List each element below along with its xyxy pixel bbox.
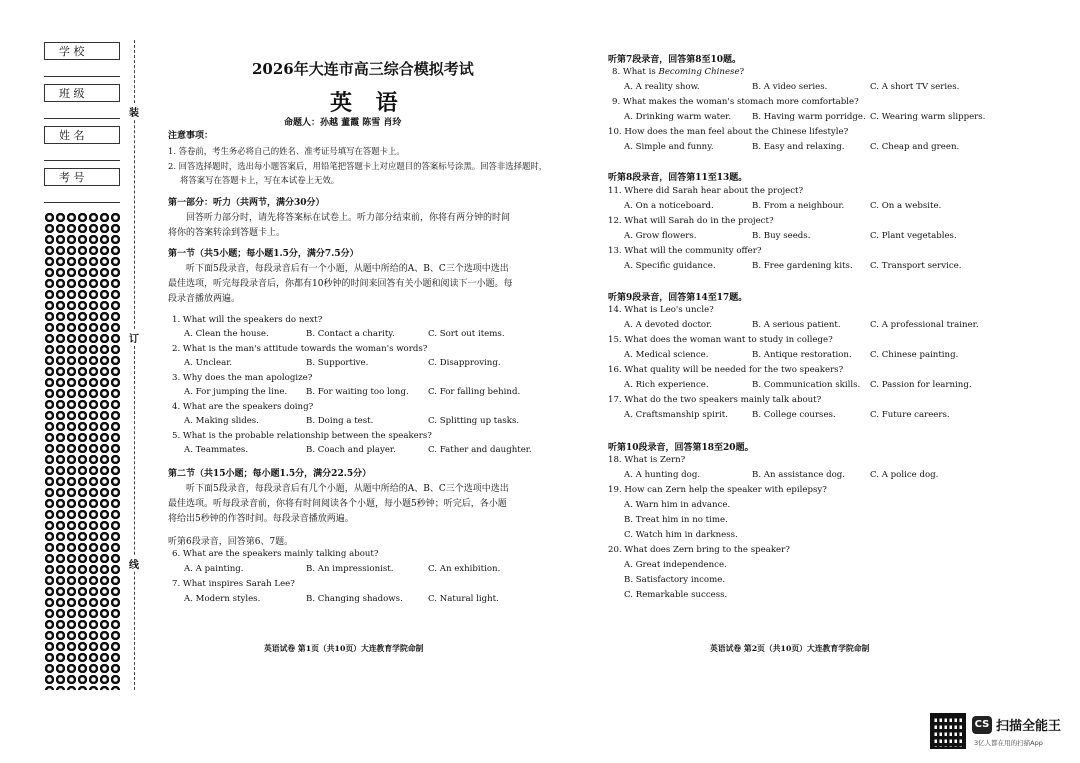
q19-option-c: C. Watch him in darkness. (624, 530, 738, 540)
q17-option-b: B. College courses. (752, 410, 836, 420)
q8-option-c: C. A short TV series. (870, 82, 960, 92)
question-16: 16. What quality will be needed for the two speakers? (608, 365, 844, 375)
page1-footer: 英语试卷 第1页（共10页）大连教育学院命制 (264, 644, 424, 653)
part1-heading: 第一部分：听力（共两节，满分30分） (168, 198, 325, 208)
section2-heading: 第二节（共15小题；每小题1.5分，满分22.5分） (168, 469, 372, 479)
question-19: 19. How can Zern help the speaker with epilepsy? (608, 485, 827, 495)
section2-desc-1: 听下面5段录音，每段录音后有几个小题，从题中所给的A、B、C三个选项中选出 (186, 484, 509, 494)
q5-option-b: B. Coach and player. (306, 445, 396, 455)
q13-option-c: C. Transport service. (870, 261, 962, 271)
question-14: 14. What is Leo's uncle? (608, 305, 714, 315)
binding-mark-zhuang: 装 (129, 104, 139, 119)
q17-option-c: C. Future careers. (870, 410, 950, 420)
q14-option-b: B. A serious patient. (752, 320, 841, 330)
q14-option-c: C. A professional trainer. (870, 320, 979, 330)
q9-option-c: C. Wearing warm slippers. (870, 112, 986, 122)
q11-option-b: B. From a neighbour. (752, 201, 845, 211)
q20-option-a: A. Great independence. (624, 560, 727, 570)
q19-option-a: A. Warn him in advance. (624, 500, 731, 510)
q14-option-a: A. A devoted doctor. (624, 320, 713, 330)
q2-option-b: B. Supportive. (306, 358, 369, 368)
q6-option-c: C. An exhibition. (428, 564, 501, 574)
question-18: 18. What is Zern? (608, 455, 686, 465)
q8-option-a: A. A reality show. (624, 82, 700, 92)
q2-option-c: C. Disapproving. (428, 358, 501, 368)
q7-option-c: C. Natural light. (428, 594, 499, 604)
q4-option-a: A. Making slides. (184, 416, 259, 426)
class-field: 班 级 (44, 84, 120, 102)
note-line-1: 1. 答卷前，考生务必将自己的姓名、准考证号填写在答题卡上。 (168, 146, 405, 156)
q4-option-b: B. Doing a test. (306, 416, 374, 426)
question-9: 9. What makes the woman's stomach more comfortable? (612, 97, 859, 107)
section1-desc-1: 听下面5段录音，每段录音后有一个小题，从题中所给的A、B、C三个选项中选出 (186, 264, 509, 274)
section2-desc-3: 将给出5秒钟的作答时间。每段录音播放两遍。 (168, 514, 354, 524)
q15-option-a: A. Medical science. (624, 350, 709, 360)
part1-desc-1: 回答听力部分时，请先将答案标在试卷上。听力部分结束前，你将有两分钟的时间 (186, 213, 511, 223)
scanner-slogan: 3亿人都在用的扫描App (974, 739, 1043, 747)
q19-option-b: B. Treat him in no time. (624, 515, 728, 525)
q3-option-a: A. For jumping the line. (184, 387, 288, 397)
authors: 命题人：孙越 董霞 陈雪 肖玲 (284, 118, 402, 128)
question-12: 12. What will Sarah do in the project? (608, 216, 774, 226)
q4-option-c: C. Splitting up tasks. (428, 416, 520, 426)
q18-option-c: C. A police dog. (870, 470, 939, 480)
q10-option-a: A. Simple and funny. (624, 142, 714, 152)
student-info-sidebar (38, 40, 124, 690)
camscanner-logo-icon: CS (972, 716, 992, 734)
decorative-pattern (44, 212, 120, 690)
name-line (44, 160, 120, 161)
question-1: 1. What will the speakers do next? (172, 315, 323, 325)
part1-desc-2: 将你的答案转涂到答题卡上。 (168, 228, 286, 238)
qr-code-icon (930, 713, 966, 749)
q11-option-a: A. On a noticeboard. (624, 201, 714, 211)
school-field: 学 校 (44, 42, 120, 60)
q5-option-c: C. Father and daughter. (428, 445, 532, 455)
scanner-watermark (930, 710, 1070, 756)
question-8: 8. What is Becoming Chinese? (612, 67, 745, 77)
question-5: 5. What is the probable relationship between the speakers? (172, 431, 432, 441)
question-11: 11. Where did Sarah hear about the project? (608, 186, 804, 196)
binding-mark-xian: 线 (129, 556, 139, 571)
segment6-heading: 听第6段录音，回答第6、7题。 (168, 537, 294, 547)
q7-option-b: B. Changing shadows. (306, 594, 403, 604)
q1-option-b: B. Contact a charity. (306, 329, 395, 339)
question-10: 10. How does the man feel about the Chinese lifestyle? (608, 127, 849, 137)
q2-option-a: A. Unclear. (184, 358, 233, 368)
q3-option-b: B. For waiting too long. (306, 387, 409, 397)
segment7-heading: 听第7段录音，回答第8至10题。 (608, 55, 742, 65)
exam-number-line (44, 202, 120, 203)
question-2: 2. What is the man's attitude towards the woman's words? (172, 344, 428, 354)
note-line-2: 2. 回答选择题时，选出每小题答案后，用铅笔把答题卡上对应题目的答案标号涂黑。回答非选择题时， (168, 161, 548, 171)
school-line (44, 76, 120, 77)
section2-desc-2: 最佳选项。听每段录音前，你将有时间阅读各个小题，每小题5秒钟；听完后，各小题 (168, 499, 507, 509)
question-3: 3. Why does the man apologize? (172, 373, 313, 383)
question-6: 6. What are the speakers mainly talking about? (172, 549, 379, 559)
q10-option-b: B. Easy and relaxing. (752, 142, 845, 152)
q8-option-b: B. A video series. (752, 82, 828, 92)
q20-option-b: B. Satisfactory income. (624, 575, 726, 585)
q18-option-a: A. A hunting dog. (624, 470, 701, 480)
section1-desc-2: 最佳选项，听完每段录音后，你都有10秒钟的时间来回答有关小题和阅读下一小题。每 (168, 279, 513, 289)
page2-footer: 英语试卷 第2页（共10页）大连教育学院命制 (710, 644, 870, 653)
q6-option-a: A. A painting. (184, 564, 244, 574)
scanner-app-name: 扫描全能王 (996, 719, 1062, 734)
notes-heading: 注意事项： (168, 131, 214, 141)
q11-option-c: C. On a website. (870, 201, 942, 211)
q13-option-a: A. Specific guidance. (624, 261, 716, 271)
section1-heading: 第一节（共5小题；每小题1.5分，满分7.5分） (168, 249, 359, 259)
q17-option-a: A. Craftsmanship spirit. (624, 410, 728, 420)
q6-option-b: B. An impressionist. (306, 564, 394, 574)
q1-option-a: A. Clean the house. (184, 329, 269, 339)
question-4: 4. What are the speakers doing? (172, 402, 314, 412)
exam-title: 2026年大连市高三综合模拟考试 (252, 60, 474, 78)
segment8-heading: 听第8段录音，回答第11至13题。 (608, 173, 748, 183)
question-7: 7. What inspires Sarah Lee? (172, 579, 295, 589)
name-field: 姓 名 (44, 126, 120, 144)
segment10-heading: 听第10段录音，回答第18至20题。 (608, 443, 754, 453)
q7-option-a: A. Modern styles. (184, 594, 261, 604)
question-20: 20. What does Zern bring to the speaker? (608, 545, 790, 555)
note-line-3: 将答案写在答题卡上，写在本试卷上无效。 (180, 175, 340, 185)
q5-option-a: A. Teammates. (184, 445, 249, 455)
q18-option-b: B. An assistance dog. (752, 470, 846, 480)
q12-option-a: A. Grow flowers. (624, 231, 697, 241)
q9-option-b: B. Having warm porridge. (752, 112, 866, 122)
q16-option-c: C. Passion for learning. (870, 380, 972, 390)
q15-option-b: B. Antique restoration. (752, 350, 852, 360)
question-13: 13. What will the community offer? (608, 246, 762, 256)
question-17: 17. What do the two speakers mainly talk about? (608, 395, 822, 405)
exam-number-field: 考 号 (44, 168, 120, 186)
q13-option-b: B. Free gardening kits. (752, 261, 853, 271)
question-15: 15. What does the woman want to study in college? (608, 335, 833, 345)
section1-desc-3: 段录音播放两遍。 (168, 294, 241, 304)
q12-option-b: B. Buy seeds. (752, 231, 811, 241)
binding-line (134, 40, 135, 690)
binding-mark-ding: 订 (129, 330, 139, 345)
q15-option-c: C. Chinese painting. (870, 350, 959, 360)
subject-title: 英 语 (330, 90, 406, 116)
class-line (44, 118, 120, 119)
q3-option-c: C. For falling behind. (428, 387, 521, 397)
q16-option-b: B. Communication skills. (752, 380, 861, 390)
q1-option-c: C. Sort out items. (428, 329, 505, 339)
q9-option-a: A. Drinking warm water. (624, 112, 732, 122)
q16-option-a: A. Rich experience. (624, 380, 709, 390)
q20-option-c: C. Remarkable success. (624, 590, 728, 600)
segment9-heading: 听第9段录音，回答第14至17题。 (608, 293, 748, 303)
q12-option-c: C. Plant vegetables. (870, 231, 957, 241)
q10-option-c: C. Cheap and green. (870, 142, 960, 152)
